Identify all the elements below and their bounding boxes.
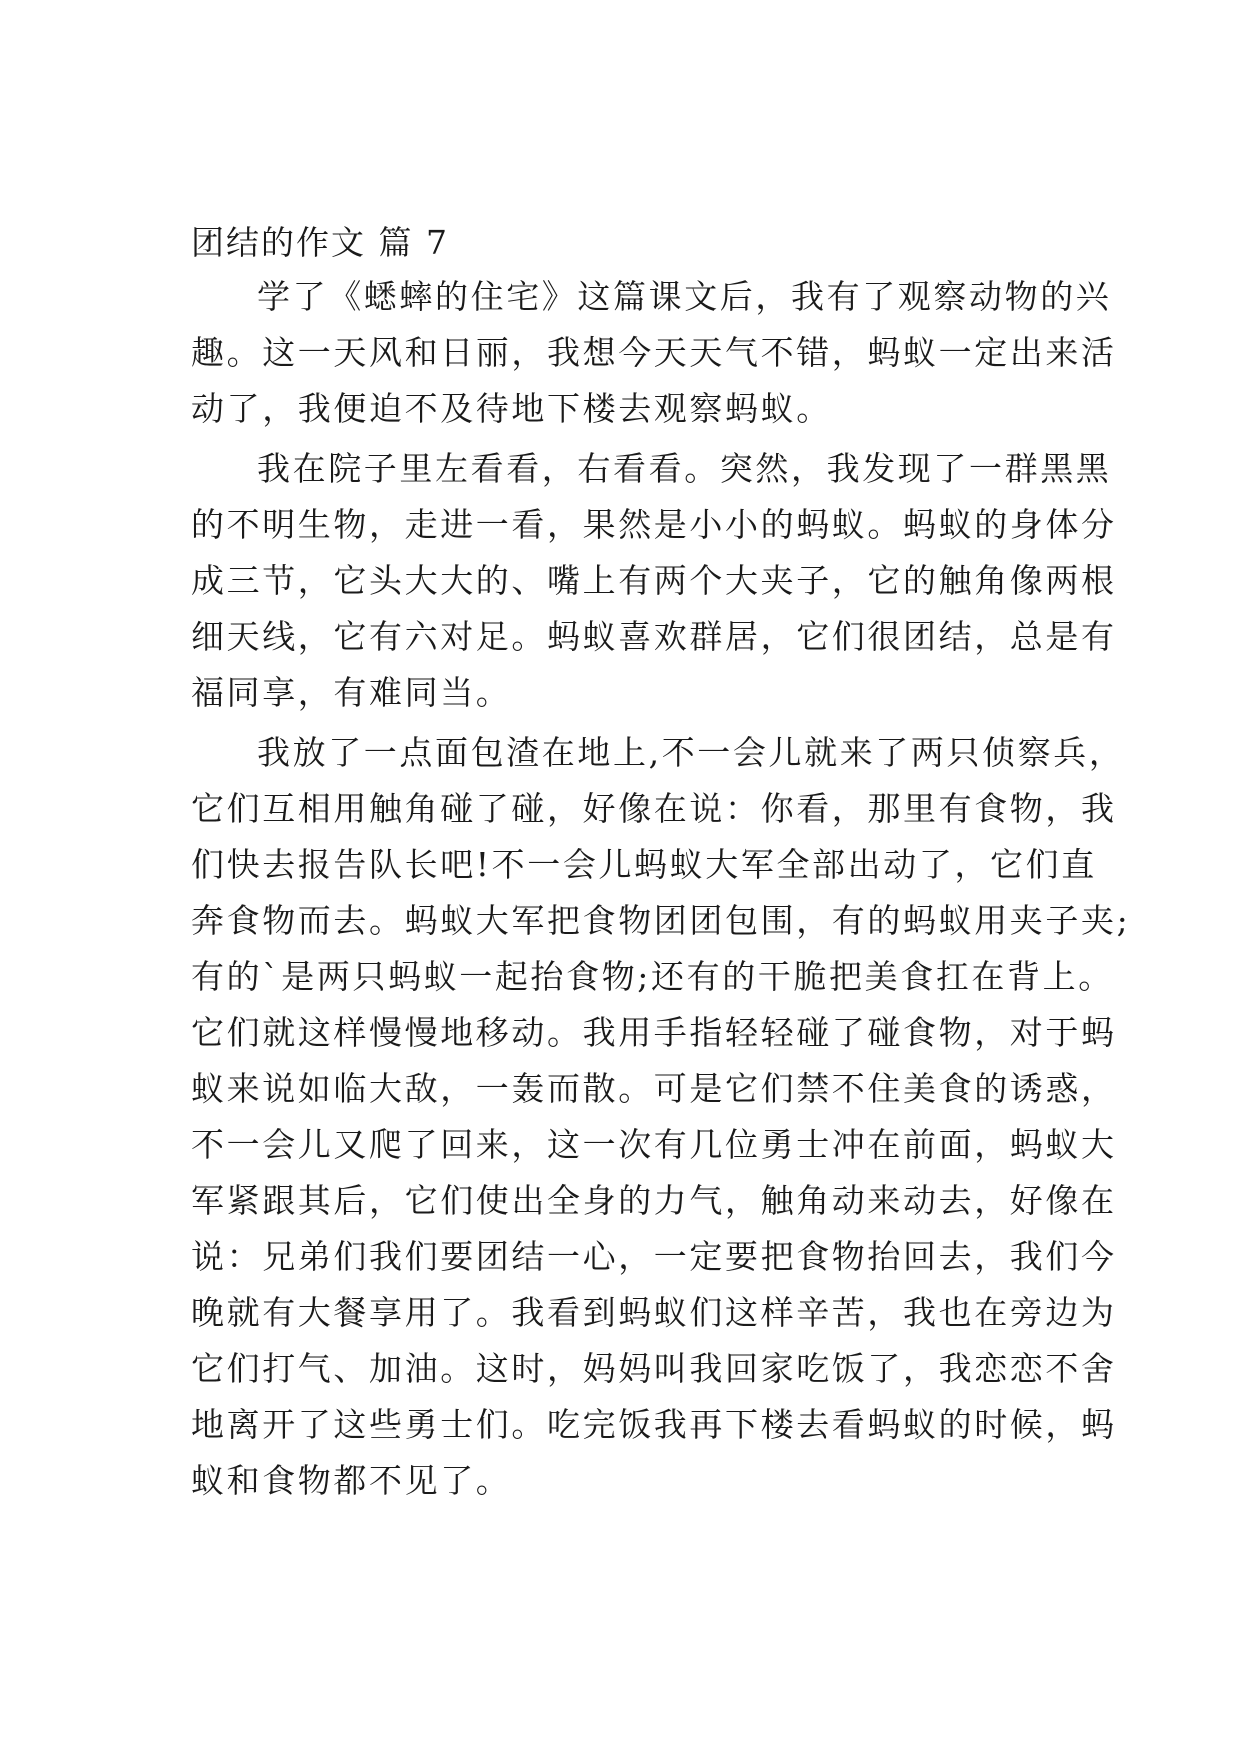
text-line: 它们互相用触角碰了碰，好像在说：你看，那里有食物，我 — [191, 789, 1117, 828]
text-line: 它们就这样慢慢地移动。我用手指轻轻碰了碰食物，对于蚂 — [191, 1013, 1117, 1052]
text-line: 晚就有大餐享用了。我看到蚂蚁们这样辛苦，我也在旁边为 — [191, 1293, 1117, 1332]
text-line: 有的`是两只蚂蚁一起抬食物;还有的干脆把美食扛在背上。 — [191, 957, 1114, 996]
text-line: 奔食物而去。蚂蚁大军把食物团团包围，有的蚂蚁用夹子夹; — [191, 901, 1131, 940]
text-line: 学了《蟋蟀的住宅》这篇课文后，我有了观察动物的兴 — [257, 277, 1112, 316]
text-line: 我放了一点面包渣在地上,不一会儿就来了两只侦察兵， — [257, 733, 1125, 772]
text-line: 说：兄弟们我们要团结一心，一定要把食物抬回去，我们今 — [191, 1237, 1117, 1276]
text-line: 细天线，它有六对足。蚂蚁喜欢群居，它们很团结，总是有 — [191, 617, 1117, 656]
text-line: 它们打气、加油。这时，妈妈叫我回家吃饭了，我恋恋不舍 — [191, 1349, 1117, 1388]
text-line: 福同享，有难同当。 — [191, 673, 512, 712]
text-line: 我在院子里左看看，右看看。突然，我发现了一群黑黑 — [257, 449, 1112, 488]
text-line: 军紧跟其后，它们使出全身的力气，触角动来动去，好像在 — [191, 1181, 1117, 1220]
document-title: 团结的作文 篇 7 — [191, 223, 449, 262]
text-line: 蚁和食物都不见了。 — [191, 1461, 512, 1500]
text-line: 的不明生物，走进一看，果然是小小的蚂蚁。蚂蚁的身体分 — [191, 505, 1117, 544]
text-line: 们快去报告队长吧!不一会儿蚂蚁大军全部出动了，它们直 — [191, 845, 1097, 884]
text-line: 趣。这一天风和日丽，我想今天天气不错，蚂蚁一定出来活 — [191, 333, 1117, 372]
text-line: 地离开了这些勇士们。吃完饭我再下楼去看蚂蚁的时候，蚂 — [191, 1405, 1117, 1444]
text-line: 动了，我便迫不及待地下楼去观察蚂蚁。 — [191, 389, 832, 428]
text-line: 蚁来说如临大敌，一轰而散。可是它们禁不住美食的诱惑， — [191, 1069, 1117, 1108]
text-line: 不一会儿又爬了回来，这一次有几位勇士冲在前面，蚂蚁大 — [191, 1125, 1117, 1164]
text-line: 成三节，它头大大的、嘴上有两个大夹子，它的触角像两根 — [191, 561, 1117, 600]
